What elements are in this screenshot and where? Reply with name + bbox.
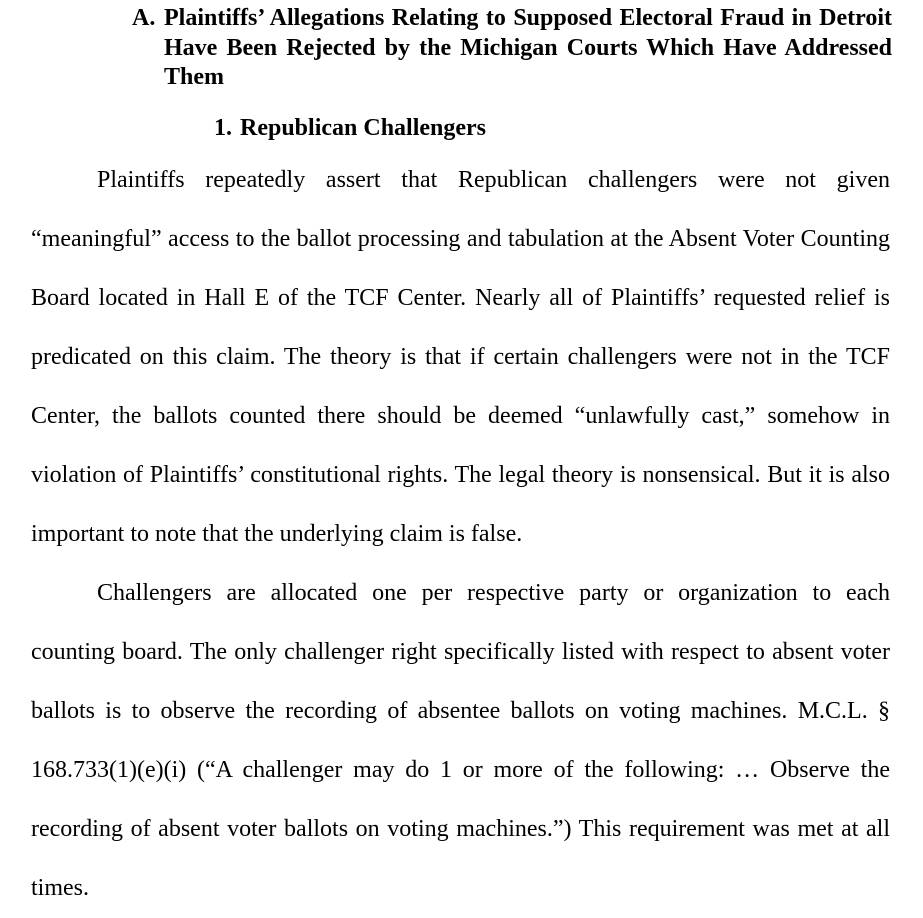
subsection-heading <box>214 114 486 143</box>
body-paragraph-1: Plaintiffs repeatedly assert that Republican challengers were not given “meaningful” access to the ballot processing and tabulation at the Absent Voter Counting Board located in Hall E of the TCF Center. Nearly all of Plaintiffs’ requested relief is predicated on this claim. The theory is that if certain challengers were not in the TCF Center, the ballots counted there should be deemed “unlawfully cast,” somehow in violation of Plaintiffs’ constitutional rights. The legal theory is nonsensical. But it is also important to note that the underlying claim is false. <box>31 167 890 547</box>
section-heading <box>132 4 892 93</box>
subsection-heading-text: Republican Challengers <box>240 115 487 141</box>
section-heading-text: Plaintiffs’ Allegations Relating to Supposed Electoral Fraud in Detroit Have Been Rejected by the Michigan Courts Which Have Addressed Them <box>164 5 892 90</box>
section-heading-marker: A. <box>132 5 156 31</box>
body-paragraph-2: Challengers are allocated one per respective party or organization to each counting board. The only challenger right specifically listed with respect to absent voter ballots is to observe the recording of absentee ballots on voting machines. M.C.L. § 168.733(1)(e)(i) (“A challenger may do 1 or more of the following: … Observe the recording of absent voter ballots on voting machines.”) This requirement was met at all times. <box>31 580 890 901</box>
subsection-heading-marker: 1. <box>214 115 232 141</box>
